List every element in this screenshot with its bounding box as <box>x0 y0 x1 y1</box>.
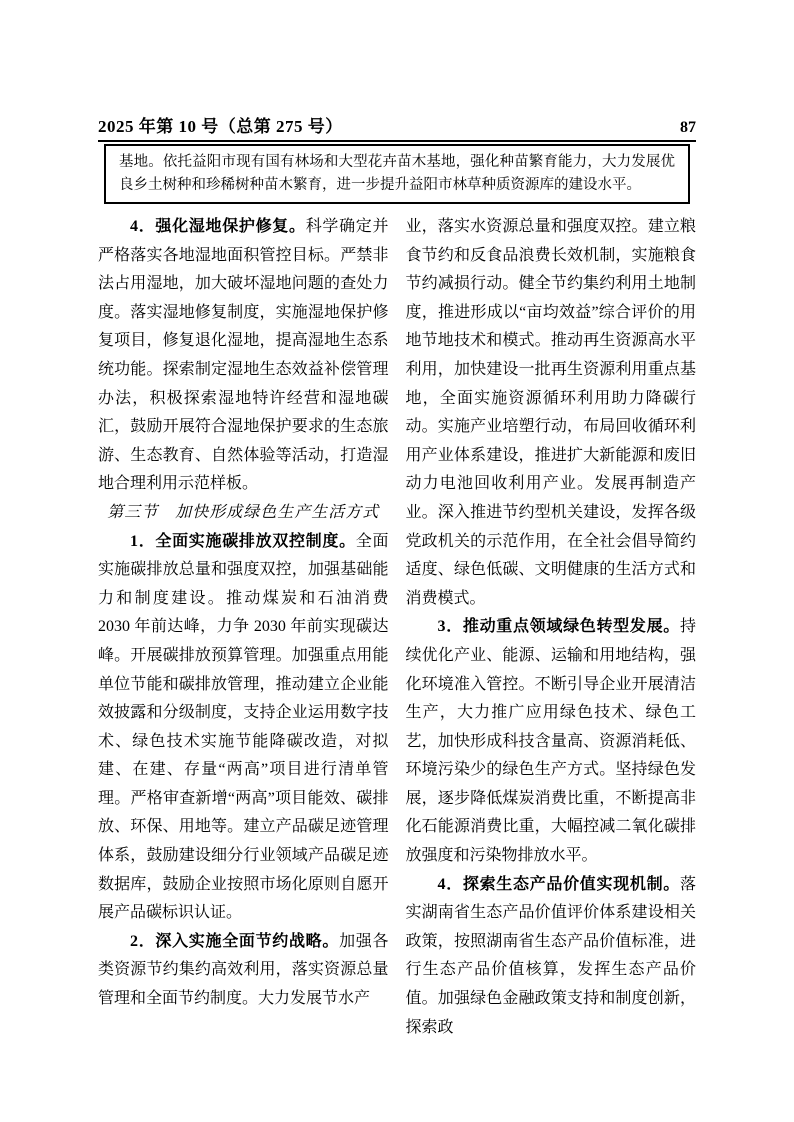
left-column <box>98 213 389 1042</box>
paragraph-item1-carbon-control-lead: 1．全面实施碳排放双控制度。 <box>130 532 356 550</box>
paragraph-item1-carbon-control-text: 全面实施碳排放总量和强度双控，加强基础能力和制度建设。推动煤炭和石油消费 2030 年前达峰，力争 2030 年前实现碳达峰。开展碳排放预算管理。加强重点用能单位节能和碳排放管理，推动建立企业能效披露和分级制度，支持企业运用数字技术、绿色技术实施节能降碳改造，对拟建、在建、存量“两高”项目进行清单管理。严格审查新增“两高”项目能效、碳排放、环保、用地等。建立产品碳足迹管理体系，鼓励建设细分行业领域产品碳足迹数据库，鼓励企业按照市场化原则自愿开展产品碳标识认证。 <box>98 532 389 922</box>
paragraph-item2-conservation-continuation: 业，落实水资源总量和强度双控。建立粮食节约和反食品浪费长效机制，实施粮食节约减损行动。健全节约集约利用土地制度，推进形成以“亩均效益”综合评价的用地节地技术和模式。推动再生资源高水平利用，加快建设一批再生资源利用重点基地，全面实施资源循环利用助力降碳行动。实施产业培塑行动，布局回收循环利用产业体系建设，推进扩大新能源和废旧动力电池回收利用产业。发展再制造产业。深入推进节约型机关建设，发挥各级党政机关的示范作用，在全社会倡导简约适度、绿色低碳、文明健康的生活方式和消费模式。 <box>405 218 696 607</box>
paragraph-item3-green-transition <box>406 613 697 870</box>
paragraph-item2-conservation <box>98 928 389 1014</box>
page-number: 87 <box>680 119 696 136</box>
journal-issue-label: 2025 年第 10 号（总第 275 号） <box>98 117 343 136</box>
paragraph-item2-conservation-text: 加强各类资源节约集约高效利用，落实资源总量管理和全面节约制度。大力发展节水产 <box>98 932 389 1008</box>
two-column-body <box>98 213 696 1042</box>
page-header <box>98 112 696 142</box>
paragraph-item1-carbon-control <box>98 528 389 928</box>
paragraph-item2-conservation-lead: 2．深入实施全面节约战略。 <box>130 932 340 950</box>
carryover-text: 基地。依托益阳市现有国有林场和大型花卉苗木基地，强化种苗繁育能力，大力发展优良乡土树种和珍稀树种苗木繁育，进一步提升益阳市林草种质资源库的建设水平。 <box>119 154 675 193</box>
paragraph-item4-eco-product-value-text: 落实湖南省生态产品价值评价体系建设相关政策，按照湖南省生态产品价值标准，进行生态产品价值核算，发挥生态产品价值。加强绿色金融政策支持和制度创新，探索政 <box>405 875 696 1036</box>
paragraph-item3-green-transition-text: 持续优化产业、能源、运输和用地结构，强化环境准入管控。不断引导企业开展清洁生产，大力推广应用绿色技术、绿色工艺，加快形成科技含量高、资源消耗低、环境污染少的绿色生产方式。坚持绿色发展，逐步降低煤炭消费比重，不断提高非化石能源消费比重，大幅控减二氧化碳排放强度和污染物排放水平。 <box>405 618 696 865</box>
right-column <box>406 213 697 1042</box>
paragraph-item4-eco-product-value <box>406 871 697 1043</box>
paragraph-item4-wetland-text: 科学确定并严格落实各地湿地面积管控目标。严禁非法占用湿地，加大破坏湿地问题的查处力度。落实湿地修复制度，实施湿地保护修复项目，修复退化湿地，提高湿地生态系统功能。探索制定湿地生态效益补偿管理办法，积极探索湿地特许经营和湿地碳汇，鼓励开展符合湿地保护要求的生态旅游、生态教育、自然体验等活动，打造湿地合理利用示范样板。 <box>98 218 389 493</box>
paragraph-item4-wetland-lead: 4．强化湿地保护修复。 <box>130 218 306 235</box>
paragraph-item4-wetland <box>98 213 389 499</box>
paragraph-item4-eco-product-value-lead: 4．探索生态产品价值实现机制。 <box>437 875 680 893</box>
carryover-text-box <box>104 144 690 204</box>
paragraph-item3-green-transition-lead: 3．推动重点领域绿色转型发展。 <box>437 618 680 636</box>
section-heading: 第三节 加快形成绿色生产生活方式 <box>107 503 380 521</box>
